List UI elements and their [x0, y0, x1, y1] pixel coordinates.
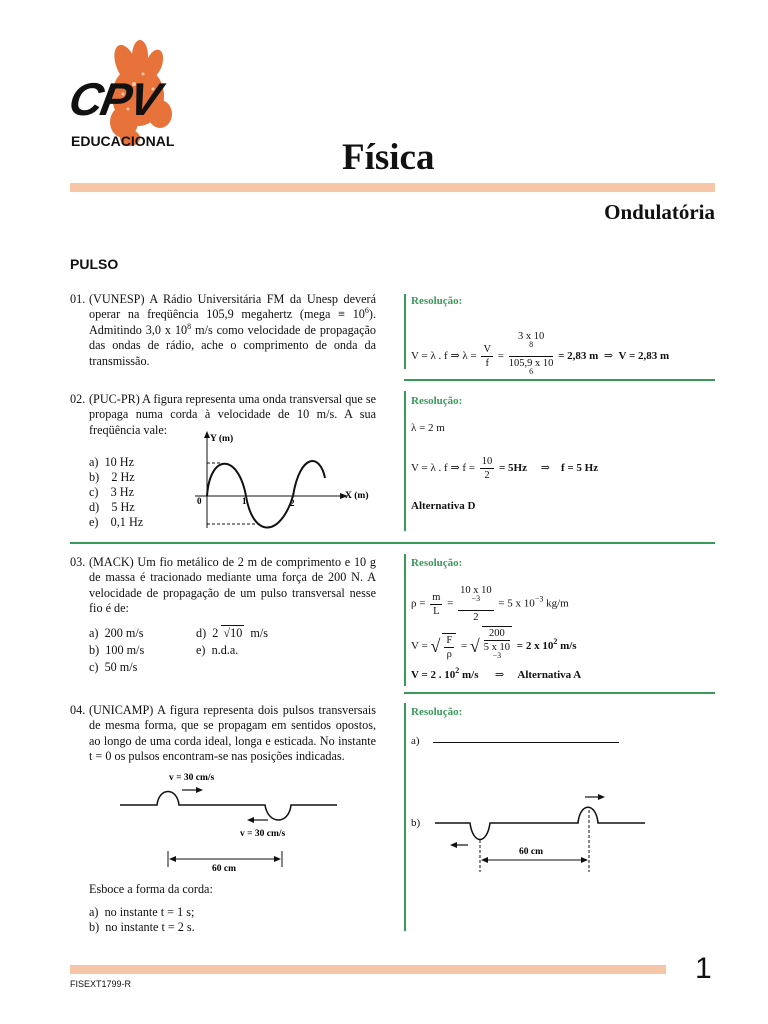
- doc-code: FISEXT1799-R: [70, 979, 132, 989]
- velocity-label: v = 30 cm/s: [169, 773, 215, 783]
- question-1: [70, 292, 376, 369]
- topic-title: Ondulatória: [604, 200, 715, 224]
- velocity-label: v = 30 cm/s: [240, 829, 286, 839]
- option: b) 2 Hz: [89, 470, 135, 484]
- column-divider: [404, 703, 406, 931]
- resolution-label: Resolução:: [411, 295, 463, 307]
- x-axis-label: X (m): [345, 491, 369, 501]
- question-text: (MACK) Um fio metálico de 2 m de comprimento e 10 g de massa é tracionado mediante uma força de 200 N. A velocidade de propagação de um pulso transversal nesse fio é de:: [89, 555, 376, 616]
- column-divider: [404, 391, 406, 531]
- y-axis-label: Y (m): [210, 434, 234, 444]
- distance-label: 60 cm: [519, 847, 544, 857]
- resolution-3b: V = √ $\frac{F}{\rho}$ = √ 200 5 x 10 $^{-3}$ = 2 x $10^2$ m/s: [411, 626, 577, 667]
- option: d) 2 √10 m/s: [196, 626, 268, 640]
- option: c) 50 m/s: [89, 660, 138, 674]
- items-list: [89, 905, 195, 935]
- options-list: [196, 626, 268, 660]
- subject-title: Física: [342, 137, 435, 178]
- wave-graph: [190, 428, 390, 533]
- sqrt-icon: √: [469, 636, 480, 656]
- options-list: [89, 455, 143, 530]
- answer-a-label: a): [411, 735, 420, 747]
- answer-figure: [430, 790, 650, 880]
- answer-b-label: b): [411, 817, 421, 829]
- pulses-figure: [115, 765, 345, 875]
- option: c) 3 Hz: [89, 485, 135, 499]
- question-3: [70, 555, 376, 617]
- row-divider: [70, 542, 715, 544]
- resolution-line: λ = 2 m: [411, 422, 445, 434]
- section-title: PULSO: [70, 256, 119, 272]
- option: a) 10 Hz: [89, 455, 135, 469]
- option: d) 5 Hz: [89, 500, 135, 514]
- resolution-label: Resolução:: [411, 706, 463, 718]
- logo-text: CPV: [65, 73, 164, 125]
- question-number: 04.: [70, 703, 86, 717]
- question-prompt: Esboce a forma da corda:: [89, 882, 213, 896]
- resolution-label: Resolução:: [411, 557, 463, 569]
- resolution-3a: ρ = $\frac{m}{L}$ = 10 x 10 $^{-3}$ 2 = 5 x $10^{-3}$ kg/m: [411, 585, 569, 623]
- answer: V = 2 . $10^2$ m/s ⇒ Alternativa A: [411, 666, 582, 681]
- brand-name: EDUCACIONAL: [71, 133, 175, 149]
- question-text: (PUC-PR) A figura representa uma onda transversal que se propaga numa corda à velocidade de 10 m/s. A sua freqüência vale:: [89, 392, 377, 437]
- question-text: (VUNESP) A Rádio Universitária FM da Unesp deverá operar na freqüência 105,9 megahertz (mega ≡ $10^6$). Admitindo 3,0 x $10^8$ m/s como velocidade de propagação das ondas de rádio, ache o comprimento de onda da transmissão.: [89, 292, 376, 368]
- x-tick-1: 1: [242, 496, 247, 506]
- options-list: [89, 626, 144, 677]
- flat-string-line: [433, 742, 619, 743]
- resolution-1: V = λ . f ⇒ λ = $\frac{V}{f}$ = 3 x 10 $^8$ 105,9 x 10 $^6$ = 2,83 m ⇒ V = 2,83 m: [411, 331, 670, 376]
- distance-label: 60 cm: [212, 864, 237, 874]
- question-4: [70, 703, 376, 765]
- column-divider: [404, 554, 406, 686]
- question-number: 03.: [70, 555, 86, 569]
- question-number: 01.: [70, 292, 86, 306]
- header-bar: [70, 183, 715, 192]
- x-tick-0: 0: [197, 496, 202, 506]
- option: e) 0,1 Hz: [89, 515, 144, 529]
- resolution-2: V = λ . f ⇒ f = $\frac{10}{2}$ = 5Hz ⇒ f = 5 Hz: [411, 456, 599, 481]
- column-divider: [404, 294, 406, 369]
- answer: Alternativa D: [411, 500, 476, 512]
- option: e) n.d.a.: [196, 643, 239, 657]
- question-text: (UNICAMP) A figura representa dois pulsos transversais de mesma forma, que se propagam em sentidos opostos, ao longo de uma corda ideal, longa e esticada. No instante t = 0 os pulsos encontram-se nas posições indicadas.: [89, 703, 376, 764]
- list-item: a) no instante t = 1 s;: [89, 905, 195, 919]
- option: a) 200 m/s: [89, 626, 144, 640]
- logo: [65, 34, 198, 154]
- list-item: b) no instante t = 2 s.: [89, 920, 195, 934]
- row-divider: [404, 692, 715, 694]
- x-tick-2: 2: [290, 498, 295, 508]
- footer-bar: [70, 965, 666, 974]
- page-number: 1: [695, 952, 712, 985]
- sqrt-icon: √: [430, 636, 441, 656]
- resolution-label: Resolução:: [411, 395, 463, 407]
- option: b) 100 m/s: [89, 643, 145, 657]
- question-number: 02.: [70, 392, 86, 406]
- sqrt-icon: √10: [223, 626, 243, 640]
